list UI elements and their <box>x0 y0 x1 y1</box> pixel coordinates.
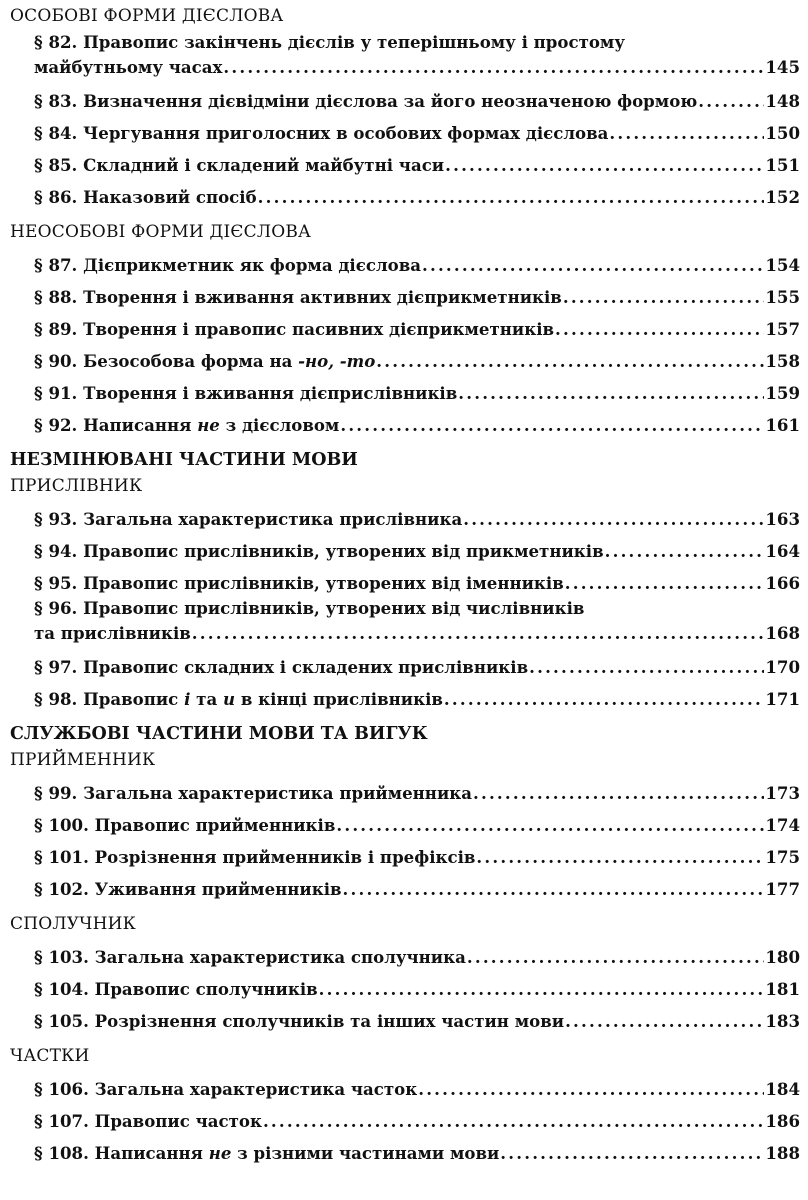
entry-number: § 102. <box>34 879 89 899</box>
toc-section <box>10 220 800 438</box>
entry-title: Безособова форма на <box>83 351 293 371</box>
entry-number: § 107. <box>34 1111 89 1131</box>
entry-title: Чергування приголосних в особових формах дієслова <box>83 123 609 143</box>
dot-leader <box>343 877 765 902</box>
toc-entry[interactable] <box>34 564 800 596</box>
dot-leader <box>476 845 764 870</box>
dot-leader <box>467 945 765 970</box>
page-number: 186 <box>765 1111 800 1131</box>
entry-title: Дієприкметник як форма дієслова <box>83 255 421 275</box>
section-title: ПРИСЛІВНИК <box>10 476 143 496</box>
entry-title: Загальна характеристика сполучника <box>94 947 466 967</box>
toc-entry[interactable] <box>34 30 800 82</box>
dot-leader <box>605 539 765 564</box>
page-number: 145 <box>765 57 800 77</box>
section-title: НЕОСОБОВІ ФОРМИ ДІЄСЛОВА <box>10 222 312 242</box>
toc-entry[interactable] <box>34 806 800 838</box>
entry-title: Загальна характеристика прийменника <box>83 783 472 803</box>
entry-number: § 104. <box>34 979 89 999</box>
dot-leader <box>319 977 765 1002</box>
entry-title: Розрізнення сполучників та інших частин мови <box>94 1011 565 1031</box>
entry-title-italic: не <box>208 1143 232 1163</box>
entry-title: Правопис прийменників <box>94 815 336 835</box>
entry-list <box>10 1070 800 1166</box>
page-number: 168 <box>765 623 800 643</box>
page-number: 173 <box>765 783 800 803</box>
entry-title: Творення і правопис пасивних дієприкметників <box>83 319 555 339</box>
entry-number: § 86. <box>34 187 78 207</box>
dot-leader <box>444 687 764 712</box>
entry-number: § 94. <box>34 541 78 561</box>
dot-leader <box>376 349 764 374</box>
entry-list <box>10 30 800 210</box>
toc-entry[interactable] <box>34 146 800 178</box>
dot-leader <box>500 1141 764 1166</box>
page-number: 181 <box>765 979 800 999</box>
entry-title: Правопис <box>83 689 179 709</box>
part-title: НЕЗМІНЮВАНІ ЧАСТИНИ МОВИ <box>10 450 358 470</box>
entry-title: Творення і вживання дієприслівників <box>83 383 458 403</box>
page-number: 151 <box>765 155 800 175</box>
entry-number: § 93. <box>34 509 78 529</box>
entry-first-line <box>34 30 800 54</box>
page-number: 148 <box>765 91 800 111</box>
entry-number: § 106. <box>34 1079 89 1099</box>
dot-leader <box>529 655 764 680</box>
section-title: ПРИЙМЕННИК <box>10 750 156 770</box>
toc-entry[interactable] <box>34 178 800 210</box>
entry-number: § 89. <box>34 319 78 339</box>
page-number: 158 <box>765 351 800 371</box>
toc-entry[interactable] <box>34 406 800 438</box>
entry-number: § 100. <box>34 815 89 835</box>
entry-title: Складний і складений майбутні часи <box>83 155 445 175</box>
dot-leader <box>563 285 765 310</box>
entry-number: § 98. <box>34 689 78 709</box>
toc-entry[interactable] <box>34 1134 800 1166</box>
entry-number: § 92. <box>34 415 78 435</box>
entry-title: Правопис прислівників, утворених від прикметників <box>83 541 604 561</box>
toc-entry[interactable] <box>34 596 800 648</box>
toc-entry[interactable] <box>34 532 800 564</box>
page-number: 177 <box>765 879 800 899</box>
entry-number: § 95. <box>34 573 78 593</box>
toc-section <box>10 4 800 210</box>
toc-entry[interactable] <box>34 1002 800 1034</box>
entry-title: Загальна характеристика часток <box>94 1079 418 1099</box>
entry-number: § 97. <box>34 657 78 677</box>
page-number: 164 <box>765 541 800 561</box>
entry-title-continued: майбутньому часах <box>34 57 223 77</box>
page-number: 174 <box>765 815 800 835</box>
entry-title: Загальна характеристика прислівника <box>83 509 463 529</box>
entry-number: § 96. <box>34 598 78 618</box>
page-number: 154 <box>765 255 800 275</box>
entry-number: § 108. <box>34 1143 89 1163</box>
entry-number: § 84. <box>34 123 78 143</box>
toc-entry[interactable] <box>34 500 800 532</box>
toc-entry[interactable] <box>34 82 800 114</box>
entry-title-italic: -но, -то <box>298 351 376 371</box>
entry-number: § 101. <box>34 847 89 867</box>
section-title: ОСОБОВІ ФОРМИ ДІЄСЛОВА <box>10 6 284 26</box>
entry-title-mid: та <box>196 689 218 709</box>
entry-number: § 87. <box>34 255 78 275</box>
entry-list <box>10 774 800 902</box>
toc-entry[interactable] <box>34 278 800 310</box>
entry-title: Правопис закінчень дієслів у теперішньому і простому <box>83 32 625 52</box>
entry-number: § 90. <box>34 351 78 371</box>
entry-list <box>10 938 800 1034</box>
entry-first-line <box>34 596 800 620</box>
dot-leader <box>263 1109 764 1134</box>
page-number: 159 <box>765 383 800 403</box>
toc-section <box>10 1044 800 1166</box>
dot-leader <box>445 153 764 178</box>
dot-leader <box>458 381 764 406</box>
entry-title: Написання <box>94 1143 203 1163</box>
entry-title-rest: з різними частинами мови <box>237 1143 500 1163</box>
entry-title: Правопис сполучників <box>94 979 318 999</box>
dot-leader <box>422 253 764 278</box>
dot-leader <box>473 781 764 806</box>
toc-section <box>10 722 800 902</box>
toc-section <box>10 912 800 1034</box>
toc-entry[interactable] <box>34 310 800 342</box>
entry-number: § 88. <box>34 287 78 307</box>
page-number: 184 <box>765 1079 800 1099</box>
entry-title: Наказовий спосіб <box>83 187 257 207</box>
page-number: 161 <box>765 415 800 435</box>
toc-entry[interactable] <box>34 870 800 902</box>
entry-title-rest: з дієсловом <box>225 415 340 435</box>
entry-title-italic: и <box>223 689 236 709</box>
dot-leader <box>340 413 764 438</box>
entry-list <box>10 246 800 438</box>
toc-entry[interactable] <box>34 774 800 806</box>
toc-entry[interactable] <box>34 680 800 712</box>
entry-number: § 103. <box>34 947 89 967</box>
page-number: 170 <box>765 657 800 677</box>
entry-number: § 83. <box>34 91 78 111</box>
page-number: 155 <box>765 287 800 307</box>
entry-title: Визначення дієвідміни дієслова за його неозначеною формою <box>83 91 698 111</box>
entry-number: § 82. <box>34 32 78 52</box>
entry-second-line <box>34 620 800 645</box>
entry-title: Правопис часток <box>94 1111 262 1131</box>
page-number: 166 <box>765 573 800 593</box>
toc-entry[interactable] <box>34 246 800 278</box>
entry-list <box>10 500 800 712</box>
toc-entry[interactable] <box>34 938 800 970</box>
entry-title: Уживання прийменників <box>94 879 342 899</box>
toc-entry[interactable] <box>34 1070 800 1102</box>
entry-title: Написання <box>83 415 192 435</box>
dot-leader <box>609 121 764 146</box>
toc-entry[interactable] <box>34 648 800 680</box>
dot-leader <box>698 89 764 114</box>
page-number: 157 <box>765 319 800 339</box>
entry-number: § 85. <box>34 155 78 175</box>
page-number: 171 <box>765 689 800 709</box>
dot-leader <box>565 1009 764 1034</box>
toc-entry[interactable] <box>34 1102 800 1134</box>
dot-leader <box>555 317 764 342</box>
entry-number: § 105. <box>34 1011 89 1031</box>
page-number: 183 <box>765 1011 800 1031</box>
page-number: 188 <box>765 1143 800 1163</box>
toc-entry[interactable] <box>34 374 800 406</box>
entry-title: Розрізнення прийменників і префіксів <box>94 847 476 867</box>
entry-title-italic: і <box>184 689 191 709</box>
page-number: 150 <box>765 123 800 143</box>
dot-leader <box>418 1077 764 1102</box>
section-title: ЧАСТКИ <box>10 1046 90 1066</box>
entry-second-line <box>34 54 800 79</box>
dot-leader <box>223 54 764 79</box>
toc-entry[interactable] <box>34 342 800 374</box>
entry-title: Творення і вживання активних дієприкметників <box>83 287 562 307</box>
entry-title-italic: не <box>197 415 220 435</box>
part-title: СЛУЖБОВІ ЧАСТИНИ МОВИ ТА ВИГУК <box>10 724 428 744</box>
page-number: 163 <box>765 509 800 529</box>
dot-leader <box>336 813 764 838</box>
entry-title: Правопис прислівників, утворених від іменників <box>83 573 564 593</box>
page-number: 180 <box>765 947 800 967</box>
entry-number: § 91. <box>34 383 78 403</box>
toc-section <box>10 448 800 712</box>
dot-leader <box>463 507 764 532</box>
dot-leader <box>192 620 765 645</box>
dot-leader <box>258 185 765 210</box>
entry-title-continued: та прислівників <box>34 623 191 643</box>
entry-title: Правопис складних і складених прислівників <box>83 657 529 677</box>
page-number: 152 <box>765 187 800 207</box>
entry-title: Правопис прислівників, утворених від числівників <box>83 598 585 618</box>
entry-title-rest: в кінці прислівників <box>240 689 443 709</box>
page-number: 175 <box>765 847 800 867</box>
entry-number: § 99. <box>34 783 78 803</box>
toc-entry[interactable] <box>34 114 800 146</box>
toc-entry[interactable] <box>34 838 800 870</box>
toc-entry[interactable] <box>34 970 800 1002</box>
section-title: СПОЛУЧНИК <box>10 914 136 934</box>
dot-leader <box>565 571 765 596</box>
